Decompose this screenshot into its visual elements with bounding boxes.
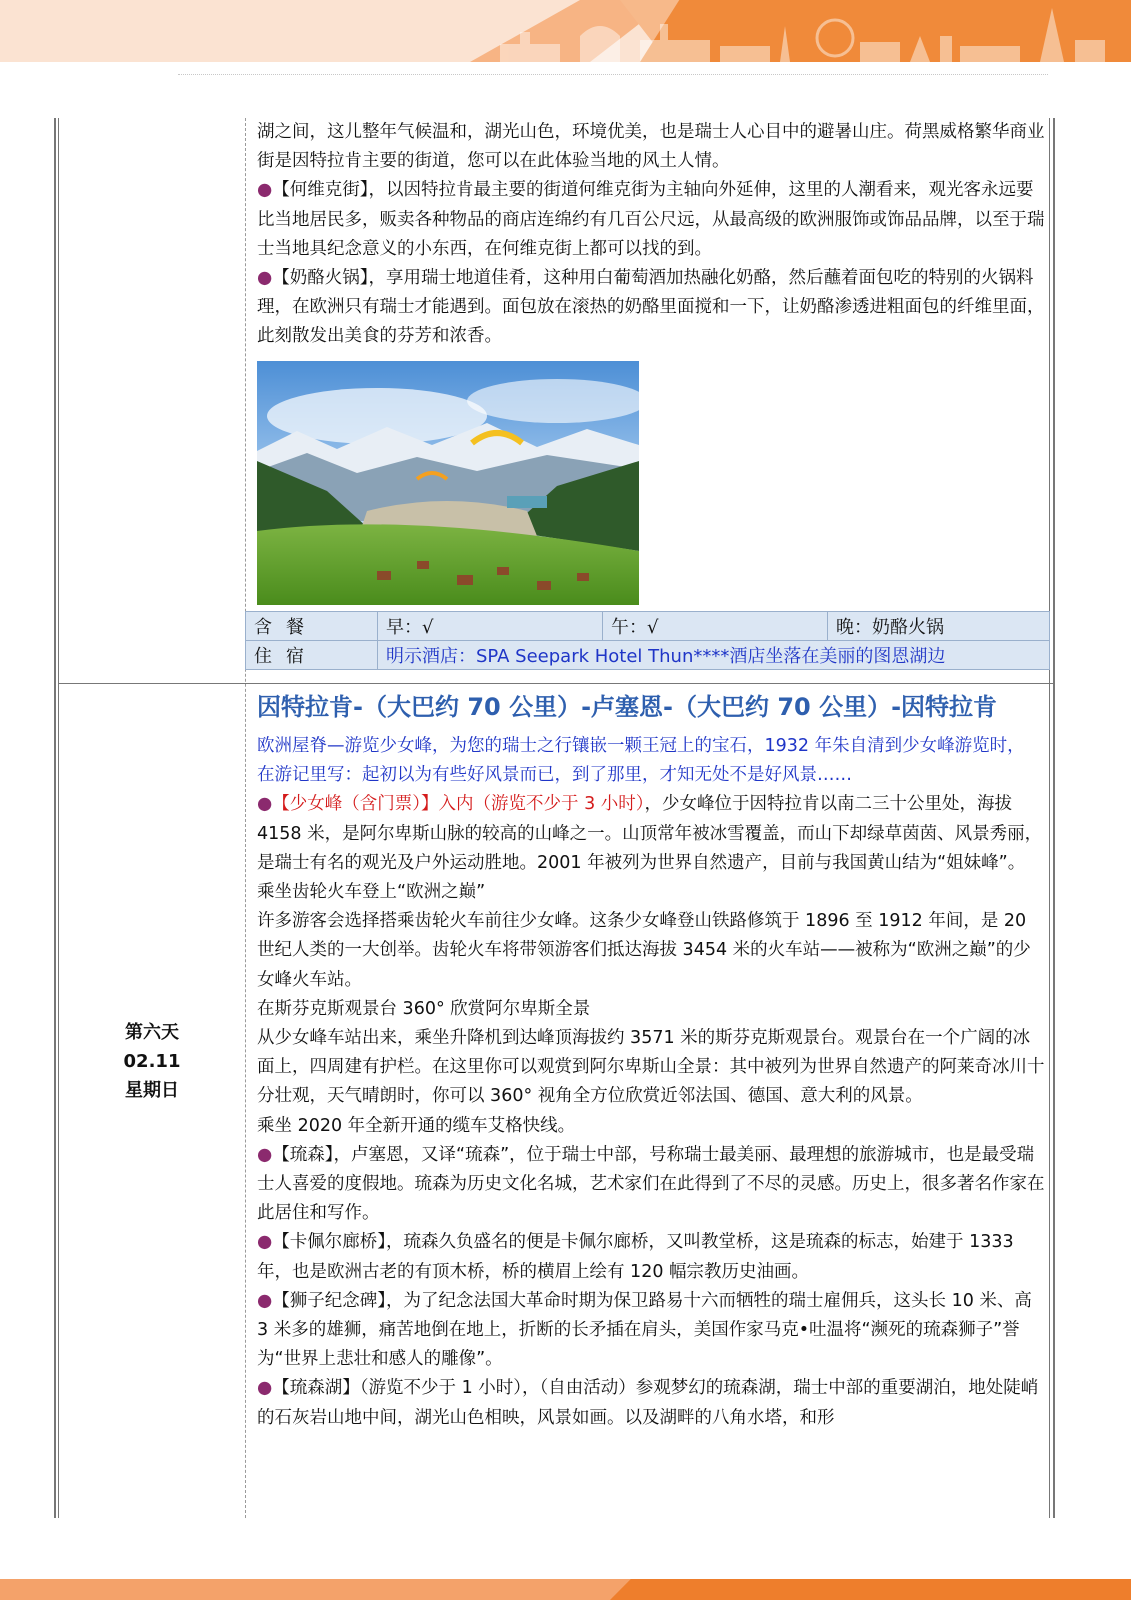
bullet-icon: ● [257, 180, 273, 201]
bullet-icon: ● [257, 794, 273, 815]
itinerary-table [54, 118, 1052, 1518]
day6-content [257, 690, 1047, 1433]
text-segment: 乘坐 2020 年全新开通的缆车艾格快线。 [257, 1115, 576, 1136]
text-segment: 许多游客会选择搭乘齿轮火车前往少女峰。这条少女峰登山铁路修筑于 1896 至 1912 年间，是 20 世纪人类的一大创举。齿轮火车将带领游客们抵达海拔 3454 米的火车站——被称为“欧洲之巅”的少女峰火车站。 [257, 911, 1031, 990]
text-segment: 【奶酪火锅】，享用瑞士地道佳肴，这种用白葡萄酒加热融化奶酪，然后蘸着面包吃的特别的火锅料理，在欧洲只有瑞士才能遇到。面包放在滚热的奶酪里面搅和一下，让奶酪渗透进粗面包的纤维里面，此刻散发出美食的芬芳和浓香。 [257, 268, 1045, 347]
day-label-cell [59, 1018, 245, 1105]
paragraph [257, 1374, 1047, 1432]
paragraph [257, 732, 1047, 790]
meals-hotel-table [245, 611, 1050, 670]
day-weekday: 星期日 [125, 1080, 179, 1101]
text-segment: 【琉森】，卢塞恩，又译“琉森”，位于瑞士中部，号称瑞士最美丽、最理想的旅游城市，也是最受瑞士人喜爱的度假地。琉森为历史文化名城，艺术家们在此得到了不尽的灵感。历史上，很多著名作家在此居住和写作。 [257, 1144, 1045, 1224]
interlaken-photo [257, 361, 639, 605]
text-segment: ，少女峰位于因特拉肯以南二三十公里处，海拔 4158 米，是阿尔卑斯山脉的较高的山峰之一。山顶常年被冰雪覆盖，而山下却绿草茵茵、风景秀丽，是瑞士有名的观光及户外运动胜地。2001 年被列为世界自然遗产，目前与我国黄山结为“姐妹峰”。 [257, 794, 1043, 873]
text-segment: 【琉森湖】（游览不少于 1 小时），（自由活动）参观梦幻的琉森湖，瑞士中部的重要湖泊，地处陡峭的石灰岩山地中间，湖光山色相映，风景如画。以及湖畔的八角水塔，和形 [257, 1378, 1039, 1428]
header-banner [0, 0, 1131, 62]
text-segment: 在斯芬克斯观景台 360° 欣赏阿尔卑斯全景 [257, 998, 591, 1019]
paragraph [257, 878, 1047, 907]
breakfast-cell: 早：√ [378, 612, 603, 641]
bullet-icon: ● [257, 1232, 273, 1253]
hotel-value: 明示酒店：SPA Seepark Hotel Thun****酒店坐落在美丽的图恩湖边 [378, 641, 1050, 670]
paragraph [257, 1024, 1047, 1112]
text-segment: 欧洲屋脊—游览少女峰，为您的瑞士之行镶嵌一颗王冠上的宝石，1932 年朱自清到少女峰游览时， 在游记里写：起初以为有些好风景而已，到了那里，才知无处不是好风景…… [257, 736, 1025, 786]
hotel-row [246, 641, 1050, 670]
bullet-icon: ● [257, 1144, 273, 1165]
paragraph [257, 907, 1047, 995]
header-divider [178, 74, 1048, 75]
paragraph [257, 1112, 1047, 1141]
paragraph [257, 264, 1047, 352]
city-skyline-icon [480, 6, 1120, 62]
meals-label: 含餐 [246, 612, 378, 641]
bullet-icon: ● [257, 1378, 273, 1399]
text-segment: 【何维克街】，以因特拉肯最主要的街道何维克街为主轴向外延伸，这里的人潮看来，观光客永远要比当地居民多，贩卖各种物品的商店连绵约有几百公尺远，从最高级的欧洲服饰或饰品品牌，以至于瑞士当地具纪念意义的小东西，在何维克街上都可以找的到。 [257, 180, 1045, 259]
footer-band [0, 1579, 1131, 1600]
text-segment: 【卡佩尔廊桥】，琉森久负盛名的便是卡佩尔廊桥，又叫教堂桥，这是琉森的标志，始建于 1333 年，也是欧洲古老的有顶木桥，桥的横眉上绘有 120 幅宗教历史油画。 [257, 1232, 1014, 1282]
landscape-image [257, 361, 639, 605]
day-route-title: 因特拉肯-（大巴约 70 公里）-卢塞恩-（大巴约 70 公里）-因特拉肯 [257, 693, 998, 721]
text-segment: 从少女峰车站出来，乘坐升降机到达峰顶海拔约 3571 米的斯芬克斯观景台。观景台在一个广阔的冰面上，四周建有护栏。在这里你可以观赏到阿尔卑斯山全景：其中被列为世界自然遗产的阿莱奇冰川十分壮观，天气晴朗时，你可以 360° 视角全方位欣赏近邻法国、德国、意大利的风景。 [257, 1028, 1045, 1107]
paragraph [257, 176, 1047, 264]
day6-paragraphs [257, 732, 1047, 1433]
bullet-icon: ● [257, 1290, 273, 1311]
paragraph [257, 1141, 1047, 1229]
dinner-cell: 晚：奶酪火锅 [828, 612, 1050, 641]
day-number: 第六天 [125, 1022, 179, 1043]
text-segment: 【少女峰（含门票）】入内（游览不少于 3 小时） [272, 794, 645, 815]
text-segment: 乘坐齿轮火车登上“欧洲之巅” [257, 882, 486, 903]
text-segment: 【狮子纪念碑】，为了纪念法国大革命时期为保卫路易十六而牺牲的瑞士雇佣兵，这头长 10 米、高 3 米多的雄狮，痛苦地倒在地上，折断的长矛插在肩头，美国作家马克•吐温将“濒死的琉森狮子”誉为“世界上悲壮和感人的雕像”。 [257, 1290, 1032, 1370]
text-segment: 湖之间，这儿整年气候温和，湖光山色，环境优美，也是瑞士人心目中的避暑山庄。荷黑威格繁华商业街是因特拉肯主要的街道，您可以在此体验当地的风土人情。 [257, 122, 1045, 172]
paragraph [257, 1287, 1047, 1375]
prev-day-content [257, 118, 1047, 352]
paragraph [257, 790, 1047, 878]
hotel-label: 住宿 [246, 641, 378, 670]
row-divider [58, 683, 1053, 684]
paragraph [257, 995, 1047, 1024]
paragraph [257, 1228, 1047, 1286]
paragraph [257, 118, 1047, 176]
day-date: 02.11 [123, 1051, 181, 1072]
bullet-icon: ● [257, 268, 273, 289]
lunch-cell: 午：√ [603, 612, 828, 641]
meals-row [246, 612, 1050, 641]
